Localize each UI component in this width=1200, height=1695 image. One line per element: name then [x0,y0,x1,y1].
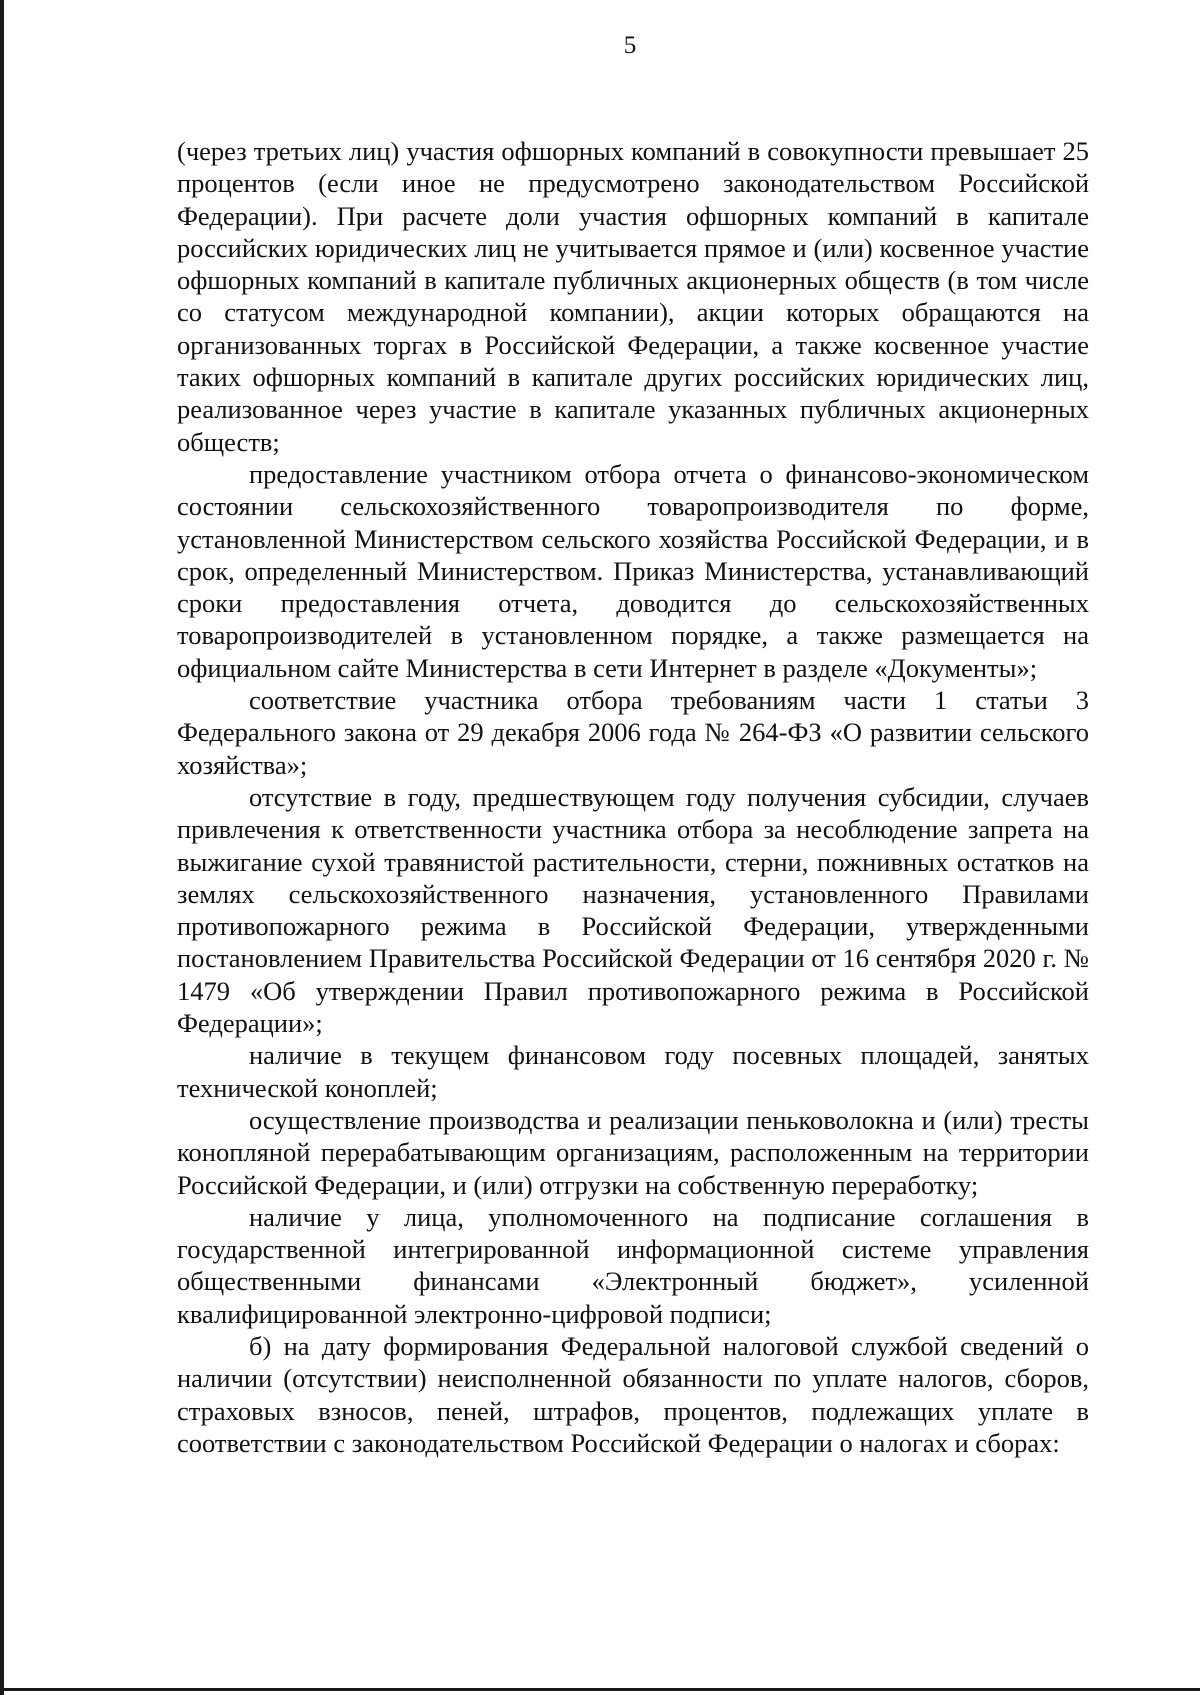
scan-edge-bottom [0,1688,1200,1691]
paragraph-offshore-participation: (через третьих лиц) участия офшорных компаний в совокупности превышает 25 процентов (если иное не предусмотрено законодательством Российской Федерации). При расчете доли участия офшорных компаний в капитале российских юридических лиц не учитывается прямое и (или) косвенное участие офшорных компаний в капитале публичных акционерных обществ (в том числе со статусом международной компании), акции которых обращаются на организованных торгах в Российской Федерации, а также косвенное участие таких офшорных компаний в капитале других российских юридических лиц, реализованное через участие в капитале указанных публичных акционерных обществ; [177,136,1089,457]
paragraph-tax-obligations: б) на дату формирования Федеральной налоговой службой сведений о наличии (отсутствии) неисполненной обязанности по уплате налогов, сборов, страховых взносов, пеней, штрафов, процентов, подлежащих уплате в соответствии с законодательством Российской Федерации о налогах и сборах: [177,1330,1089,1458]
paragraph-federal-law-compliance: соответствие участника отбора требованиям части 1 статьи 3 Федерального закона от 29 декабря 2006 года № 264-ФЗ «О развитии сельского хозяйства»; [177,685,1089,780]
scan-edge-left [0,0,4,1695]
page-number: 5 [623,32,637,59]
paragraph-hemp-sowing-area: наличие в текущем финансовом году посевных площадей, занятых технической коноплей; [177,1040,1089,1103]
paragraph-financial-report: предоставление участником отбора отчета о финансово-экономическом состоянии сельскохозяйственного товаропроизводителя по форме, установленной Министерством сельского хозяйства Российской Федерации, и в срок, определенный Министерством. Приказ Министерства, устанавливающий сроки предоставления отчета, доводится до сельскохозяйственных товаропроизводителей в установленном порядке, а также размещается на официальном сайте Министерства в сети Интернет в разделе «Документы»; [177,458,1089,683]
paragraph-hemp-fiber-production: осуществление производства и реализации пеньковолокна и (или) тресты конопляной перерабатывающим организациям, расположенным на территории Российской Федерации, и (или) отгрузки на собственную переработку; [177,1104,1089,1200]
paragraph-electronic-signature: наличие у лица, уполномоченного на подписание соглашения в государственной интегрированной информационной системе управления общественными финансами «Электронный бюджет», усиленной квалифицированной электронно-цифровой подписи; [177,1201,1089,1329]
document-body [177,135,1089,1459]
paragraph-fire-safety: отсутствие в году, предшествующем году получения субсидии, случаев привлечения к ответственности участника отбора за несоблюдение запрета на выжигание сухой травянистой растительности, стерни, пожнивных остатков на землях сельскохозяйственного назначения, установленного Правилами противопожарного режима в Российской Федерации, утвержденными постановлением Правительства Российской Федерации от 16 сентября 2020 г. № 1479 «Об утверждении Правил противопожарного режима в Российской Федерации»; [177,781,1089,1039]
